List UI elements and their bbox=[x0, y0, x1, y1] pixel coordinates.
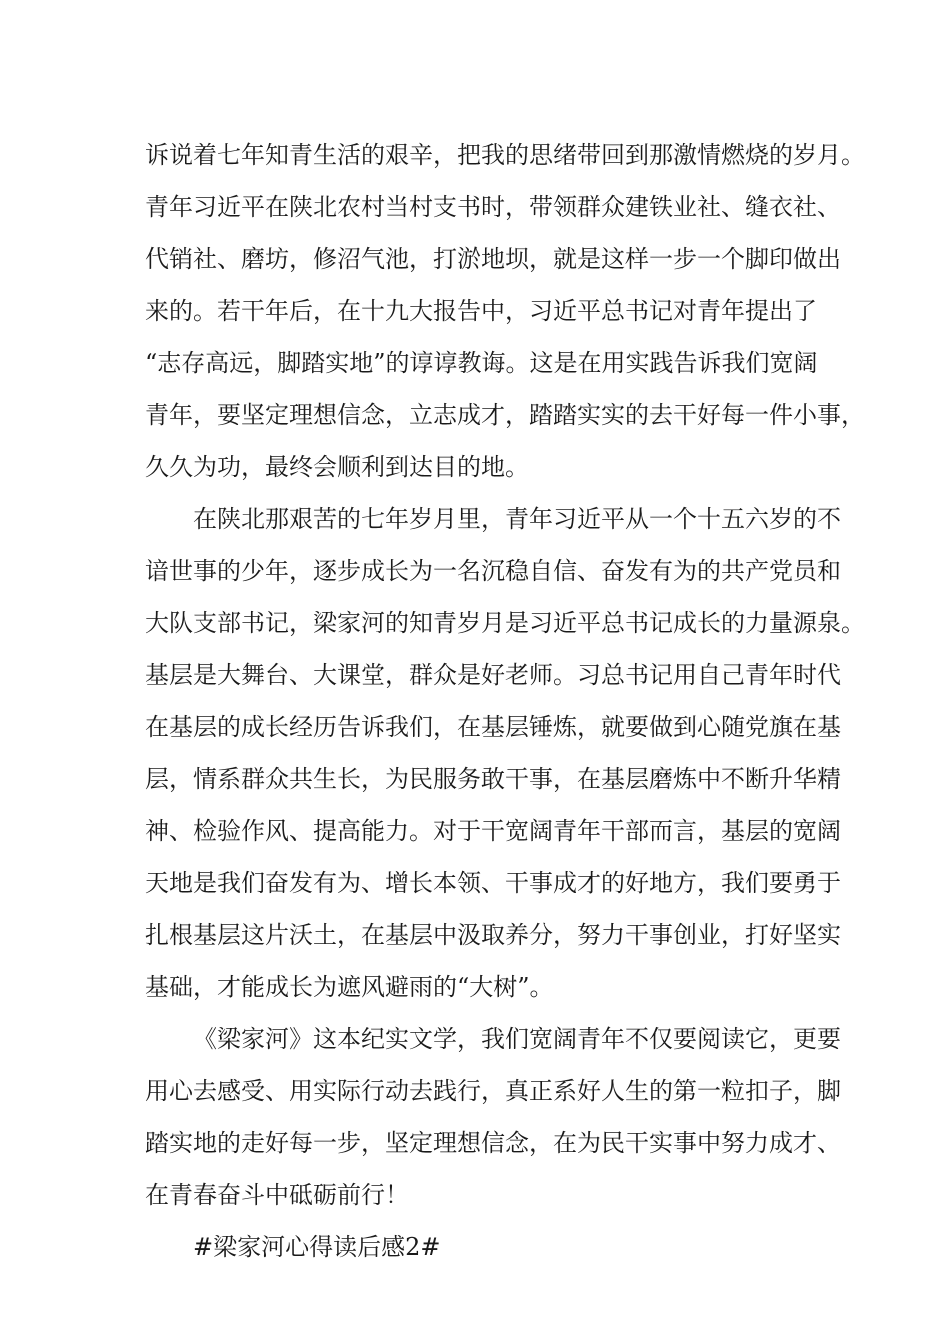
text-line: 久久为功，最终会顺利到达目的地。 bbox=[145, 453, 529, 481]
text-line: 诉说着七年知青生活的艰辛，把我的思绪带回到那激情燃烧的岁月。 bbox=[145, 141, 865, 169]
text-line: 基层是大舞台、大课堂，群众是好老师。习总书记用自己青年时代 bbox=[145, 661, 841, 689]
text-line: 基础，才能成长为遮风避雨的“大树”。 bbox=[145, 973, 554, 1001]
text-line: 大队支部书记，梁家河的知青岁月是习近平总书记成长的力量源泉。 bbox=[145, 609, 865, 637]
text-line: 用心去感受、用实际行动去践行，真正系好人生的第一粒扣子，脚 bbox=[145, 1077, 841, 1105]
text-line: 在基层的成长经历告诉我们，在基层锤炼，就要做到心随党旗在基 bbox=[145, 713, 841, 741]
paragraph-start-line: 《梁家河》这本纪实文学，我们宽阔青年不仅要阅读它，更要 bbox=[193, 1025, 841, 1053]
text-line: 来的。若干年后，在十九大报告中，习近平总书记对青年提出了 bbox=[145, 297, 817, 325]
text-line: 在青春奋斗中砥砺前行！ bbox=[145, 1181, 409, 1209]
text-line: 扎根基层这片沃土，在基层中汲取养分，努力干事创业，打好坚实 bbox=[145, 921, 841, 949]
text-line: 天地是我们奋发有为、增长本领、干事成才的好地方，我们要勇于 bbox=[145, 869, 841, 897]
text-line: 青年习近平在陕北农村当村支书时，带领群众建铁业社、缝衣社、 bbox=[145, 193, 841, 221]
section-heading: #梁家河心得读后感2# bbox=[193, 1233, 441, 1261]
text-line: 青年，要坚定理想信念，立志成才，踏踏实实的去干好每一件小事， bbox=[145, 401, 865, 429]
text-line: 代销社、磨坊，修沼气池，打淤地坝，就是这样一步一个脚印做出 bbox=[145, 245, 841, 273]
text-line: 神、检验作风、提高能力。对于干宽阔青年干部而言，基层的宽阔 bbox=[145, 817, 841, 845]
paragraph-start-line: 在陕北那艰苦的七年岁月里，青年习近平从一个十五六岁的不 bbox=[193, 505, 841, 533]
text-line: 踏实地的走好每一步，坚定理想信念，在为民干实事中努力成才、 bbox=[145, 1129, 841, 1157]
text-line: “志存高远，脚踏实地”的谆谆教诲。这是在用实践告诉我们宽阔 bbox=[145, 349, 818, 377]
document-body bbox=[145, 129, 865, 1273]
text-line: 层，情系群众共生长，为民服务敢干事，在基层磨炼中不断升华精 bbox=[145, 765, 841, 793]
text-line: 谙世事的少年，逐步成长为一名沉稳自信、奋发有为的共产党员和 bbox=[145, 557, 841, 585]
